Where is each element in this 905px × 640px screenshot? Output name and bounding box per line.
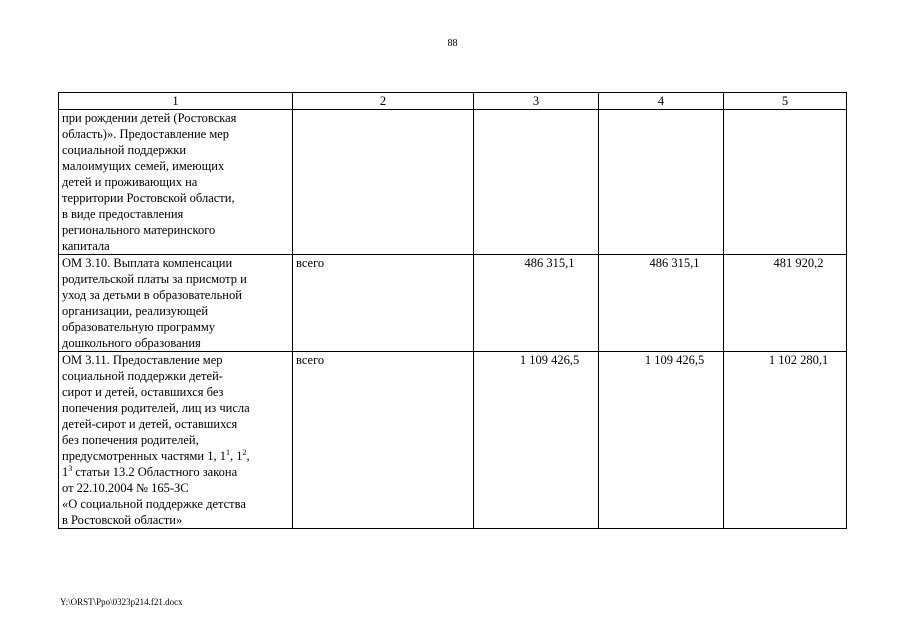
description-line: детей-сирот и детей, оставшихся <box>62 417 238 431</box>
page-number: 88 <box>447 38 458 49</box>
table-row <box>59 255 847 352</box>
description-line: без попечения родителей, <box>62 433 199 447</box>
description-line: регионального материнского <box>62 223 216 237</box>
article-text-1: 1 <box>62 465 69 479</box>
row-value-col-5 <box>724 110 847 255</box>
description-line-parts <box>62 448 289 464</box>
description-line: «О социальной поддержке детства <box>62 497 246 511</box>
footer-file-path: Y:\ORST\Ppo\0323p214.f21.docx <box>60 597 183 607</box>
row-value-col-3: 1 109 426,5 <box>474 352 599 529</box>
row-description <box>59 110 293 255</box>
description-line: образовательную программу <box>62 320 216 334</box>
header-col-3: 3 <box>474 93 599 110</box>
description-line: попечения родителей, лиц из числа <box>62 401 250 415</box>
description-line-article <box>62 464 289 480</box>
row-value-col-4: 486 315,1 <box>599 255 724 352</box>
parts-text-1: предусмотренных частями 1, 1 <box>62 449 226 463</box>
description-line: организации, реализующей <box>62 304 209 318</box>
table-row <box>59 110 847 255</box>
row-value-col-5: 1 102 280,1 <box>724 352 847 529</box>
description-line: сирот и детей, оставшихся без <box>62 385 224 399</box>
description-line: социальной поддержки <box>62 143 187 157</box>
row-value-col-3 <box>474 110 599 255</box>
article-text-2: статьи 13.2 Областного закона <box>72 465 238 479</box>
parts-text-3: , <box>246 449 250 463</box>
description-line: социальной поддержки детей- <box>62 369 223 383</box>
description-line: детей и проживающих на <box>62 175 198 189</box>
description-line: в Ростовской области» <box>62 513 183 527</box>
parts-superscript-2: 2 <box>242 447 247 457</box>
row-description <box>59 255 293 352</box>
description-line: родительской платы за присмотр и <box>62 272 247 286</box>
row-value-col-3: 486 315,1 <box>474 255 599 352</box>
row-value-col-4: 1 109 426,5 <box>599 352 724 529</box>
header-col-5: 5 <box>724 93 847 110</box>
row-type <box>293 110 474 255</box>
table-header-row <box>59 93 847 110</box>
description-line: от 22.10.2004 № 165-ЗС <box>62 481 189 495</box>
description-line: ОМ 3.10. Выплата компенсации <box>62 256 233 270</box>
row-type: всего <box>293 255 474 352</box>
row-value-col-5: 481 920,2 <box>724 255 847 352</box>
row-description <box>59 352 293 529</box>
budget-table <box>58 92 847 529</box>
article-superscript-1: 3 <box>68 463 73 473</box>
description-line: дошкольного образования <box>62 336 201 350</box>
header-col-4: 4 <box>599 93 724 110</box>
description-line: ОМ 3.11. Предоставление мер <box>62 353 223 367</box>
description-line: малоимущих семей, имеющих <box>62 159 225 173</box>
row-value-col-4 <box>599 110 724 255</box>
description-line: область)». Предоставление мер <box>62 127 230 141</box>
header-col-2: 2 <box>293 93 474 110</box>
parts-superscript-1: 1 <box>225 447 230 457</box>
description-line: при рождении детей (Ростовская <box>62 111 237 125</box>
parts-text-2: , 1 <box>229 449 243 463</box>
table-row <box>59 352 847 529</box>
row-type: всего <box>293 352 474 529</box>
header-col-1: 1 <box>59 93 293 110</box>
description-line: территории Ростовской области, <box>62 191 235 205</box>
description-line: уход за детьми в образовательной <box>62 288 242 302</box>
description-line: в виде предоставления <box>62 207 184 221</box>
description-line: капитала <box>62 239 110 253</box>
